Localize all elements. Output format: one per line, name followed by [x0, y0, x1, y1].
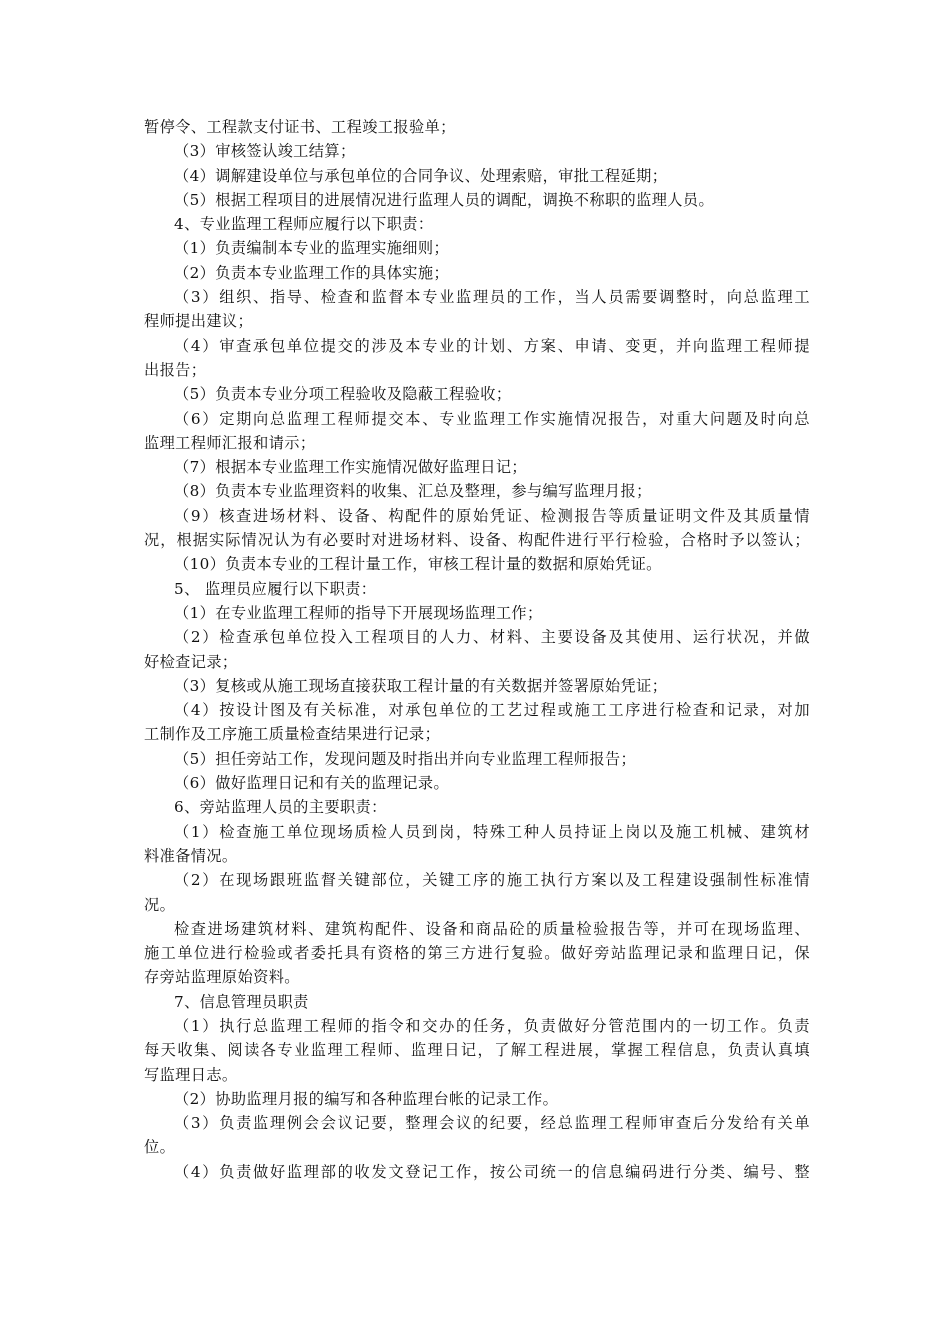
text-line: （2）协助监理月报的编写和各种监理台帐的记录工作。 — [174, 1089, 559, 1108]
text-line: （3）审核签认竣工结算； — [174, 142, 356, 161]
text-line: （8）负责本专业监理资料的收集、汇总及整理，参与编写监理月报； — [174, 482, 652, 501]
text-line: （3）组织、指导、检查和监督本专业监理员的工作，当人员需要调整时，向总监理工 — [174, 288, 810, 307]
text-line: （4）按设计图及有关标准，对承包单位的工艺过程或施工工序进行检查和记录，对加 — [174, 701, 810, 720]
text-line: 每天收集、阅读各专业监理工程师、监理日记，了解工程进展，掌握工程信息，负责认真填 — [144, 1041, 810, 1060]
text-line: （5）担任旁站工作，发现问题及时指出并向专业监理工程师报告； — [174, 749, 637, 768]
text-line: （4）负责做好监理部的收发文登记工作，按公司统一的信息编码进行分类、编号、整 — [174, 1162, 810, 1181]
text-line: （1）在专业监理工程师的指导下开展现场监理工作； — [174, 603, 543, 622]
text-line: 施工单位进行检验或者委托具有资格的第三方进行复验。做好旁站监理记录和监理日记，保 — [144, 944, 810, 963]
text-line: 况，根据实际情况认为有必要时对进场材料、设备、构配件进行平行检验，合格时予以签认； — [144, 531, 810, 550]
text-line: 位。 — [144, 1138, 176, 1157]
text-line: （1）负责编制本专业的监理实施细则； — [174, 239, 450, 258]
text-line: 好检查记录； — [144, 652, 238, 671]
text-line: （2）在现场跟班监督关键部位，关键工序的施工执行方案以及工程建设强制性标准情 — [174, 871, 810, 890]
text-line: 4、专业监理工程师应履行以下职责： — [174, 215, 434, 234]
text-line: （2）检查承包单位投入工程项目的人力、材料、主要设备及其使用、运行状况，并做 — [174, 628, 810, 647]
text-line: 6、旁站监理人员的主要职责： — [174, 798, 387, 817]
text-line: 检查进场建筑材料、建筑构配件、设备和商品砼的质量检验报告等，并可在现场监理、 — [174, 919, 810, 938]
text-line: 7、信息管理员职责 — [174, 992, 309, 1011]
text-line: （4）审查承包单位提交的涉及本专业的计划、方案、申请、变更，并向监理工程师提 — [174, 336, 810, 355]
text-line: 监理工程师汇报和请示； — [144, 433, 316, 452]
text-line: （5）负责本专业分项工程验收及隐蔽工程验收； — [174, 385, 512, 404]
text-line: 况。 — [144, 895, 176, 914]
text-line: （6）定期向总监理工程师提交本、专业监理工作实施情况报告，对重大问题及时向总 — [174, 409, 810, 428]
text-line: （6）做好监理日记和有关的监理记录。 — [174, 774, 450, 793]
text-line: 工制作及工序施工质量检查结果进行记录； — [144, 725, 441, 744]
text-line: 出报告； — [144, 360, 207, 379]
text-line: （4）调解建设单位与承包单位的合同争议、处理索赔，审批工程延期； — [174, 166, 668, 185]
text-line: （3）复核或从施工现场直接获取工程计量的有关数据并签署原始凭证； — [174, 676, 668, 695]
text-line: （1）执行总监理工程师的指令和交办的任务，负责做好分管范围内的一切工作。负责 — [174, 1016, 810, 1035]
text-line: （3）负责监理例会会议记要，整理会议的纪要，经总监理工程师审查后分发给有关单 — [174, 1114, 810, 1133]
text-line: （7）根据本专业监理工作实施情况做好监理日记； — [174, 458, 527, 477]
text-line: （5）根据工程项目的进展情况进行监理人员的调配，调换不称职的监理人员。 — [174, 190, 715, 209]
text-line: （10）负责本专业的工程计量工作，审核工程计量的数据和原始凭证。 — [174, 555, 662, 574]
text-line: 程师提出建议； — [144, 312, 254, 331]
text-line: （2）负责本专业监理工作的具体实施； — [174, 263, 450, 282]
text-line: 料准备情况。 — [144, 846, 238, 865]
text-line: 5、 监理员应履行以下职责： — [174, 579, 377, 598]
text-line: 写监理日志。 — [144, 1065, 238, 1084]
text-line: 暂停令、工程款支付证书、工程竣工报验单； — [144, 118, 456, 136]
text-line: （9）核查进场材料、设备、构配件的原始凭证、检测报告等质量证明文件及其质量情 — [174, 506, 810, 525]
text-line: 存旁站监理原始资料。 — [144, 968, 300, 987]
text-line: （1）检查施工单位现场质检人员到岗，特殊工种人员持证上岗以及施工机械、建筑材 — [174, 822, 810, 841]
